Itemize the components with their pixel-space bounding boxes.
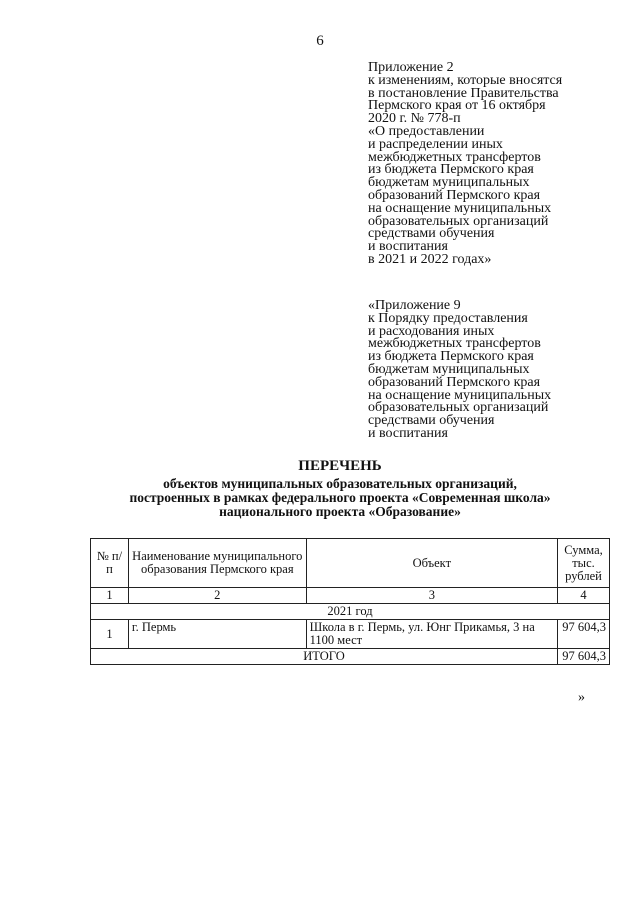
column-number: 4	[558, 588, 610, 604]
page-number: 6	[316, 33, 324, 49]
appendix-9-line: и воспитания	[368, 425, 448, 441]
header-sum: Сумма, тыс. рублей	[558, 539, 610, 588]
document-subtitle	[0, 477, 640, 519]
column-number-row	[91, 588, 610, 604]
appendix-9-line: бюджетам муниципальных	[368, 361, 530, 377]
row-number: 1	[91, 620, 129, 649]
appendix-2-line: образований Пермского края	[368, 187, 541, 203]
appendix-9-line: средствами обучения	[368, 413, 495, 429]
appendix-2-line: на оснащение муниципальных	[368, 200, 552, 216]
document-title: ПЕРЕЧЕНЬ	[298, 458, 382, 474]
appendix-9-header	[368, 300, 618, 441]
appendix-9-line: «Приложение 9	[368, 298, 461, 313]
appendix-2-line: в постановление Правительства	[368, 85, 559, 101]
header-number: № п/п	[91, 539, 129, 588]
table-row	[91, 620, 610, 649]
appendix-2-line: межбюджетных трансфертов	[368, 149, 541, 165]
subtitle-line: национального проекта «Образование»	[219, 504, 461, 519]
appendix-9-line: к Порядку предоставления	[368, 310, 528, 326]
column-number: 2	[128, 588, 306, 604]
appendix-9-line: образований Пермского края	[368, 374, 541, 390]
row-sum: 97 604,3	[558, 620, 610, 649]
year-label: 2021 год	[91, 604, 610, 620]
appendix-2-line: Приложение 2	[368, 60, 454, 75]
appendix-2-line: и распределении иных	[368, 136, 503, 152]
header-municipality: Наименование муниципального образования Пермского края	[128, 539, 306, 588]
total-row	[91, 649, 610, 665]
appendix-9-line: образовательных организаций	[368, 400, 549, 416]
subtitle-line: объектов муниципальных образовательных организаций,	[163, 476, 517, 491]
appendix-9-line: из бюджета Пермского края	[368, 349, 534, 365]
total-label: ИТОГО	[91, 649, 558, 665]
row-object: Школа в г. Пермь, ул. Юнг Прикамья, 3 на 1100 мест	[306, 620, 557, 649]
appendix-9-line: и расходования иных	[368, 323, 495, 339]
appendix-2-line: бюджетам муниципальных	[368, 175, 530, 191]
appendix-2-line: из бюджета Пермского края	[368, 162, 534, 178]
table-header-row	[91, 539, 610, 588]
appendix-2-line: «О предоставлении	[368, 123, 485, 139]
header-object: Объект	[306, 539, 557, 588]
appendix-9-line: межбюджетных трансфертов	[368, 336, 541, 352]
appendix-2-line: 2020 г. № 778-п	[368, 111, 461, 127]
column-number: 1	[91, 588, 129, 604]
appendix-2-line: средствами обучения	[368, 226, 495, 242]
row-municipality: г. Пермь	[128, 620, 306, 649]
closing-quote: »	[578, 690, 585, 705]
appendix-2-line: Пермского края от 16 октября	[368, 98, 546, 114]
total-sum: 97 604,3	[558, 649, 610, 665]
appendix-2-line: в 2021 и 2022 годах»	[368, 251, 492, 267]
appendix-2-line: и воспитания	[368, 239, 448, 255]
column-number: 3	[306, 588, 557, 604]
appendix-9-line: на оснащение муниципальных	[368, 387, 552, 403]
appendix-2-line: образовательных организаций	[368, 213, 549, 229]
year-row	[91, 604, 610, 620]
appendix-2-line: к изменениям, которые вносятся	[368, 72, 563, 88]
appendix-2-header	[368, 62, 618, 267]
subtitle-line: построенных в рамках федерального проекта «Современная школа»	[129, 490, 551, 505]
objects-table	[90, 538, 610, 665]
